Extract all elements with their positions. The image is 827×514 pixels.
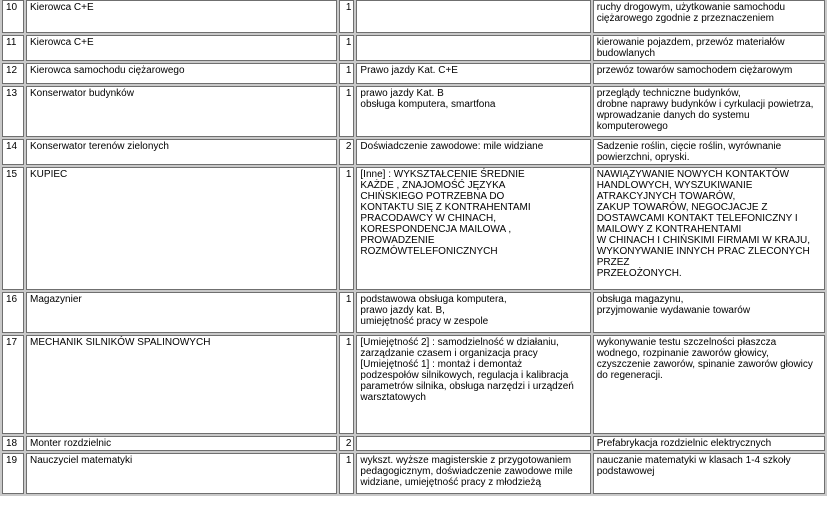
positions-count: 1 (339, 453, 354, 494)
requirements (356, 436, 590, 451)
row-number: 10 (2, 0, 24, 33)
table-row (2, 335, 825, 434)
table-row (2, 63, 825, 84)
duties: ruchy drogowym, użytkowanie samochodu ciężarowego zgodnie z przeznaczeniem (593, 0, 825, 33)
table-row (2, 436, 825, 451)
requirements: Prawo jazdy Kat. C+E (356, 63, 590, 84)
table-row (2, 35, 825, 61)
positions-count: 1 (339, 63, 354, 84)
duties: kierowanie pojazdem, przewóz materiałów budowlanych (593, 35, 825, 61)
requirements (356, 35, 590, 61)
row-number: 18 (2, 436, 24, 451)
row-number: 13 (2, 86, 24, 137)
table-row (2, 0, 825, 33)
requirements: wykszt. wyższe magisterskie z przygotowaniem pedagogicznym, doświadczenie zawodowe mile widziane, umiejętność pracy z młodzieżą (356, 453, 590, 494)
table-row (2, 86, 825, 137)
occupation-name: Konserwator budynków (26, 86, 337, 137)
occupation-name: MECHANIK SILNIKÓW SPALINOWYCH (26, 335, 337, 434)
table-row (2, 292, 825, 333)
duties: Prefabrykacja rozdzielnic elektrycznych (593, 436, 825, 451)
positions-count: 2 (339, 436, 354, 451)
positions-count: 1 (339, 0, 354, 33)
duties: NAWIĄZYWANIE NOWYCH KONTAKTÓW HANDLOWYCH, WYSZUKIWANIE ATRAKCYJNYCH TOWARÓW, ZAKUP TOWARÓW, NEGOCJACJE Z DOSTAWCAMI KONTAKT TELEFONICZNY I MAILOWY Z KONTRAHENTAMI W CHINACH I CHIŃSKIMI FIRMAMI W KRAJU, WYKONYWANIE INNYCH PRAC ZLECONYCH PRZEZ PRZEŁOŻONYCH. (593, 167, 825, 290)
requirements: prawo jazdy Kat. B obsługa komputera, smartfona (356, 86, 590, 137)
occupation-name: Konserwator terenów zielonych (26, 139, 337, 165)
row-number: 11 (2, 35, 24, 61)
table-row (2, 453, 825, 494)
requirements: [Umiejętność 2] : samodzielność w działaniu, zarządzanie czasem i organizacja pracy [Umiejętność 1] : montaż i demontaż podzespołów silnikowych, regulacja i kalibracja parametrów silnika, obsługa narzędzi i urządzeń warsztatowych (356, 335, 590, 434)
positions-count: 1 (339, 167, 354, 290)
positions-count: 2 (339, 139, 354, 165)
requirements: Doświadczenie zawodowe: mile widziane (356, 139, 590, 165)
row-number: 19 (2, 453, 24, 494)
requirements: [Inne] : WYKSZTAŁCENIE ŚREDNIE KAŻDE , ZNAJOMOŚĆ JĘZYKA CHIŃSKIEGO POTRZEBNA DO KONTAKTU SIĘ Z KONTRAHENTAMI PRACODAWCY W CHINACH, KORESPONDENCJA MAILOWA , PROWADZENIE ROZMÓWTELEFONICZNYCH (356, 167, 590, 290)
duties: nauczanie matematyki w klasach 1-4 szkoły podstawowej (593, 453, 825, 494)
occupation-name: Monter rozdzielnic (26, 436, 337, 451)
positions-count: 1 (339, 292, 354, 333)
row-number: 14 (2, 139, 24, 165)
occupation-name: Nauczyciel matematyki (26, 453, 337, 494)
occupation-name: Magazynier (26, 292, 337, 333)
row-number: 15 (2, 167, 24, 290)
row-number: 12 (2, 63, 24, 84)
duties: przeglądy techniczne budynków, drobne naprawy budynków i cyrkulacji powietrza, wprowadzanie danych do systemu komputerowego (593, 86, 825, 137)
table-row (2, 139, 825, 165)
occupation-name: Kierowca C+E (26, 35, 337, 61)
positions-count: 1 (339, 35, 354, 61)
occupation-name: Kierowca samochodu ciężarowego (26, 63, 337, 84)
duties: wykonywanie testu szczelności płaszcza wodnego, rozpinanie zaworów głowicy, czyszczenie zaworów, spinanie zaworów głowicy do regeneracji. (593, 335, 825, 434)
row-number: 17 (2, 335, 24, 434)
table-row (2, 167, 825, 290)
duties: obsługa magazynu, przyjmowanie wydawanie towarów (593, 292, 825, 333)
row-number: 16 (2, 292, 24, 333)
positions-count: 1 (339, 335, 354, 434)
positions-count: 1 (339, 86, 354, 137)
requirements (356, 0, 590, 33)
duties: Sadzenie roślin, cięcie roślin, wyrównanie powierzchni, opryski. (593, 139, 825, 165)
requirements: podstawowa obsługa komputera, prawo jazdy kat. B, umiejętność pracy w zespole (356, 292, 590, 333)
job-offers-body (2, 0, 825, 494)
duties: przewóz towarów samochodem ciężarowym (593, 63, 825, 84)
occupation-name: KUPIEC (26, 167, 337, 290)
occupation-name: Kierowca C+E (26, 0, 337, 33)
